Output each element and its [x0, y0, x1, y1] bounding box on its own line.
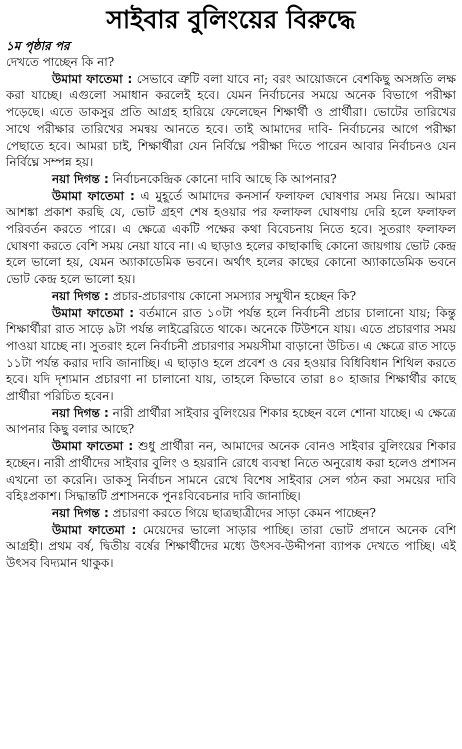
answer-paragraph [6, 522, 456, 572]
answer-paragraph [6, 188, 456, 288]
interviewee-name: উমামা ফাতেমা : [52, 71, 133, 86]
interviewee-name: উমামা ফাতেমা : [52, 439, 134, 454]
paragraph-text: প্রচার-প্রচারণায় কোনো সমস্যার সম্মুখীন হচ্ছেন কি? [112, 288, 357, 303]
question-paragraph [6, 288, 456, 305]
interviewer-name: নয়া দিগন্ত : [52, 288, 109, 303]
question-paragraph [6, 505, 456, 522]
answer-paragraph [6, 305, 456, 405]
lead-paragraph [6, 54, 456, 71]
interviewer-name: নয়া দিগন্ত : [52, 505, 109, 520]
interviewee-name: উমামা ফাতেমা : [52, 188, 135, 203]
article [0, 4, 462, 749]
paragraph-text: মেয়েদের ভালো সাড়ার পাচ্ছি। তারা ভোট প্রদানে অনেক বেশি আগ্রহী। প্রথম বর্ষ, দ্বিতীয় বর্ষের শিক্ষার্থীদের মধ্যে উৎসব-উদ্দীপনা ব্যাপক দেখতে পাচ্ছি। এই উৎসব বিদ্যমান থাকুক। [6, 522, 456, 571]
question-paragraph [6, 171, 456, 188]
interviewee-name: উমামা ফাতেমা : [52, 522, 137, 537]
article-body [6, 54, 456, 572]
paragraph-text: এ মুহূর্তে আমাদের কনসার্ন ফলাফল ঘোষণার সময় নিয়ে। আমরা আশঙ্কা প্রকাশ করছি যে, ভোট গ্রহণ শেষ হওয়ার পর ফলাফল ঘোষণায় দেরি হলে ফলাফল পরিবর্তন করতে পারে। এ ক্ষেত্রে একটি পক্ষের কথা বিবেচনায় নিতে হবে। সুতরাং ফলাফল ঘোষণা করতে বেশি সময় নেয়া যাবে না। এ ছাড়াও হলের কাছাকাছি কোনো জায়গায় ভোট কেন্দ্র হলে ভালো হয়, যেমন অ্যাকাডেমিক ভবনে। অর্থাৎ হলের কাছের কোনো অ্যাকাডেমিক ভবনে ভোট কেন্দ্র হলে ভালো হয়। [6, 188, 456, 287]
paragraph-text: সেভাবে ত্রুটি বলা যাবে না; বরং আয়োজনে বেশকিছু অসঙ্গতি লক্ষ করা যাচ্ছে। এগুলো সমাধান করলেই হবে। যেমন নির্বাচনের সময়ে অনেক বিভাগে পরীক্ষা পড়েছে। এতে ডাকসুর প্রতি আগ্রহ হারিয়ে ফেলেছেন শিক্ষার্থী ও প্রার্থীরা। ভোটের তারিখের সাথে পরীক্ষার তারিখের সমন্বয় আনতে হবে। তাই আমাদের দাবি- নির্বাচনের আগে পরীক্ষা পেছাতে হবে। আমরা চাই, শিক্ষার্থীরা যেন নির্বিঘ্নে পরীক্ষা দিতে পারেন আবার নির্বাচনও যেন নির্বিঘ্নে সম্পন্ন হয়। [6, 71, 456, 170]
paragraph-text: প্রচারণা করতে গিয়ে ছাত্রছাত্রীদের সাড়া কেমন পাচ্ছেন? [112, 505, 376, 520]
question-paragraph [6, 405, 456, 438]
interviewee-name: উমামা ফাতেমা : [52, 305, 135, 320]
answer-paragraph [6, 438, 456, 505]
headline: সাইবার বুলিংয়ের বিরুদ্ধে [106, 5, 356, 34]
paragraph-text: দেখতে পাচ্ছেন কি না? [6, 55, 115, 69]
paragraph-text: বর্তমানে রাত ১০টা পর্যন্ত হলে নির্বাচনী প্রচার চালানো যায়; কিন্তু শিক্ষার্থীরা রাত সাড়ে ৯টা পর্যন্ত লাইব্রেরিতে থাকে। অনেকে টিউশনে যায়। এতে প্রচারণার সময় পাওয়া যাচ্ছে না। সুতরাং হলে নির্বাচনী প্রচারণার সময়সীমা বাড়ানো উচিত। এ ক্ষেত্রে রাত সাড়ে ১১টা পর্যন্ত করার দাবি জানাচ্ছি। এ ছাড়াও হলে প্রবেশ ও বের হওয়ার বিধিবিধান শিথিল করতে হবে। যদি দৃশ্যমান প্রচারণা না চালানো যায়, তাহলে কিভাবে তারা ৪০ হাজার শিক্ষার্থীর কাছে প্রার্থীরা পরিচিত হবেন। [6, 305, 456, 404]
paragraph-text: শুধু প্রার্থীরা নন, আমাদের অনেক বোনও সাইবার বুলিংয়ের শিকার হচ্ছেন। নারী প্রার্থীদের সাইবার বুলিং ও হয়রানি রোধে ব্যবস্থা নিতে অনুরোধ করা হলেও প্রশাসন এখনো তা করেনি। ডাকসু নির্বাচন সামনে রেখে বিশেষ সাইবার সেল গঠন করা সময়ের দাবি বহিঃপ্রকাশ। সিদ্ধান্তটি প্রশাসনকে পুনঃবিবেচনার দাবি জানাচ্ছি। [6, 439, 456, 504]
continued-from-page-label: ১ম পৃষ্ঠার পর [6, 39, 70, 53]
paragraph-text: নির্বাচনকেন্দ্রিক কোনো দাবি আছে কি আপনার? [112, 171, 337, 186]
answer-paragraph [6, 71, 456, 171]
interviewer-name: নয়া দিগন্ত : [52, 171, 109, 186]
interviewer-name: নয়া দিগন্ত : [52, 405, 109, 420]
paragraph-text: নারী প্রার্থীরা সাইবার বুলিংয়ের শিকার হচ্ছেন বলে শোনা যাচ্ছে। এ ক্ষেত্রে আপনার কিছু বলার আছে? [6, 405, 456, 437]
